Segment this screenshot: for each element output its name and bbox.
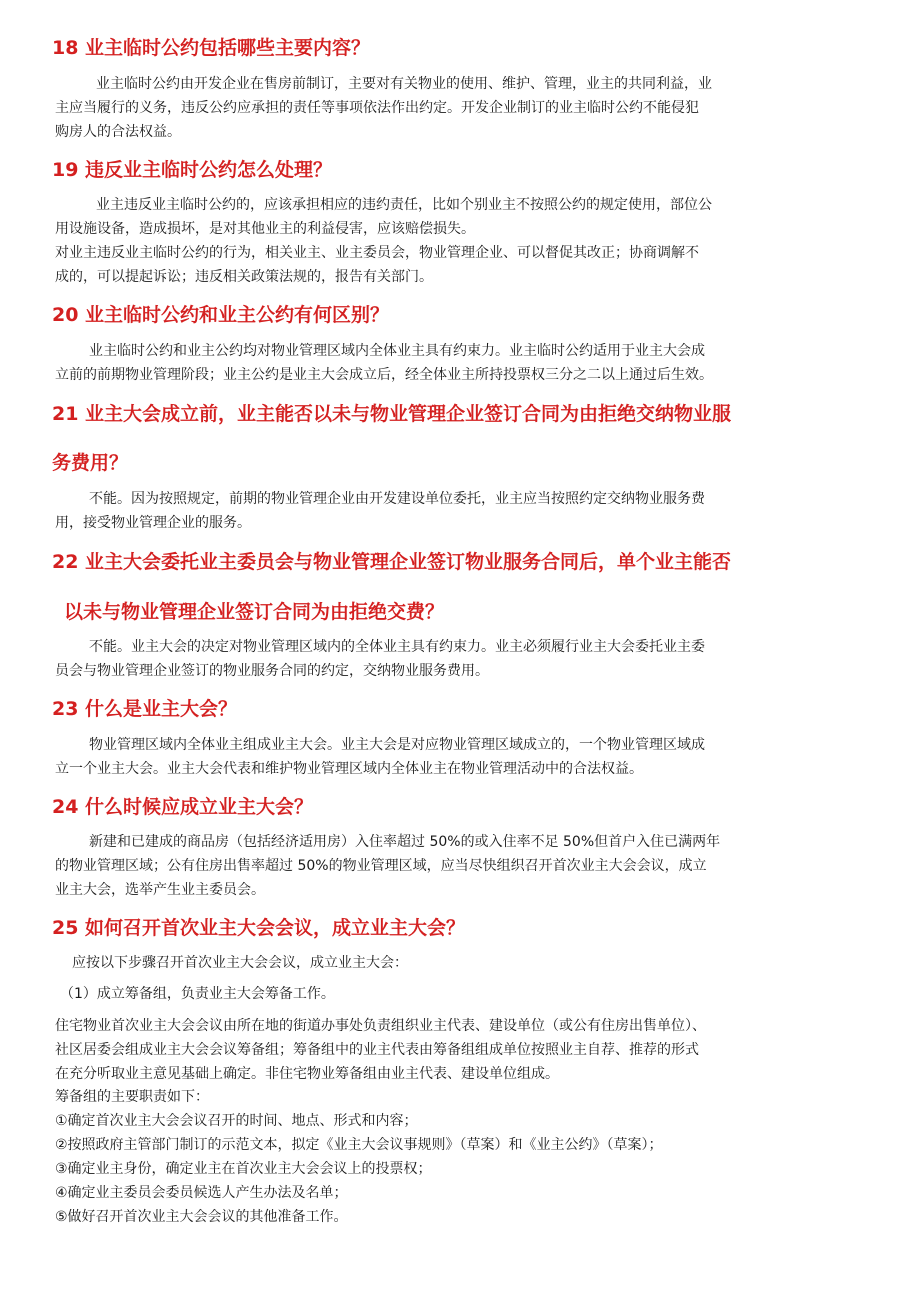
answer-19-line-2: 用设施设备，造成损坏，是对其他业主的利益侵害，应该赔偿损失。 — [55, 221, 475, 237]
answer-25-para-line-2: 社区居委会组成业主大会会议筹备组；筹备组中的业主代表由筹备组组成单位按照业主自荐、推荐的形式 — [55, 1042, 699, 1058]
answer-20-line-2: 立前的前期物业管理阶段；业主公约是业主大会成立后，经全体业主所持投票权三分之二以上通过后生效。 — [55, 367, 713, 383]
answer-24-line-2: 的物业管理区域；公有住房出售率超过 50%的物业管理区域，应当尽快组织召开首次业主大会会议，成立 — [55, 858, 707, 874]
answer-19-line-3: 对业主违反业主临时公约的行为，相关业主、业主委员会，物业管理企业、可以督促其改正；协商调解不 — [55, 245, 699, 261]
question-23-title: 23 什么是业主大会？ — [52, 698, 238, 720]
answer-25-step-1: （1）成立筹备组，负责业主大会筹备工作。 — [60, 986, 335, 1002]
answer-25-para-line-3: 在充分听取业主意见基础上确定。非住宅物业筹备组由业主代表、建设单位组成。 — [55, 1066, 559, 1082]
answer-22-line-1: 不能。业主大会的决定对物业管理区域内的全体业主具有约束力。业主必须履行业主大会委托业主委 — [89, 639, 705, 655]
question-22-title-line-1: 22 业主大会委托业主委员会与物业管理企业签订物业服务合同后，单个业主能否 — [52, 551, 732, 573]
answer-23-line-1: 物业管理区域内全体业主组成业主大会。业主大会是对应物业管理区域成立的，一个物业管理区域成 — [89, 737, 705, 753]
duties-label: 筹备组的主要职责如下： — [55, 1089, 209, 1105]
answer-25-para-line-1: 住宅物业首次业主大会会议由所在地的街道办事处负责组织业主代表、建设单位（或公有住房出售单位）、 — [55, 1018, 706, 1034]
answer-18-line-1: 业主临时公约由开发企业在售房前制订，主要对有关物业的使用、维护、管理，业主的共同利益，业 — [96, 76, 712, 92]
answer-21-line-2: 用，接受物业管理企业的服务。 — [55, 515, 251, 531]
answer-21-line-1: 不能。因为按照规定，前期的物业管理企业由开发建设单位委托，业主应当按照约定交纳物业服务费 — [89, 491, 705, 507]
duty-item-2: ②按照政府主管部门制订的示范文本，拟定《业主大会议事规则》（草案）和《业主公约》（草案）； — [55, 1137, 663, 1153]
question-19-title: 19 违反业主临时公约怎么处理？ — [52, 159, 333, 181]
answer-18-line-3: 购房人的合法权益。 — [55, 124, 181, 140]
question-24-title: 24 什么时候应成立业主大会？ — [52, 796, 314, 818]
duty-item-1: ①确定首次业主大会会议召开的时间、地点、形式和内容； — [55, 1113, 418, 1129]
duty-item-4: ④确定业主委员会委员候选人产生办法及名单； — [55, 1185, 348, 1201]
answer-22-line-2: 员会与物业管理企业签订的物业服务合同的约定，交纳物业服务费用。 — [55, 663, 489, 679]
duty-item-5: ⑤做好召开首次业主大会会议的其他准备工作。 — [55, 1209, 348, 1225]
question-20-title: 20 业主临时公约和业主公约有何区别？ — [52, 304, 390, 326]
duty-item-3: ③确定业主身份，确定业主在首次业主大会会议上的投票权； — [55, 1161, 432, 1177]
answer-18-line-2: 主应当履行的义务，违反公约应承担的责任等事项依法作出约定。开发企业制订的业主临时公约不能侵犯 — [55, 100, 699, 116]
question-21-title-line-1: 21 业主大会成立前，业主能否以未与物业管理企业签订合同为由拒绝交纳物业服 — [52, 403, 732, 425]
answer-24-line-3: 业主大会，选举产生业主委员会。 — [55, 882, 265, 898]
question-18-title: 18 业主临时公约包括哪些主要内容？ — [52, 37, 371, 59]
question-21-title-line-2: 务费用？ — [52, 452, 129, 474]
answer-25-intro: 应按以下步骤召开首次业主大会会议，成立业主大会： — [72, 955, 408, 971]
answer-19-line-1: 业主违反业主临时公约的，应该承担相应的违约责任，比如个别业主不按照公约的规定使用，部位公 — [96, 197, 712, 213]
answer-24-line-1: 新建和已建成的商品房（包括经济适用房）入住率超过 50%的或入住率不足 50%但首户入住已满两年 — [89, 834, 721, 850]
answer-20-line-1: 业主临时公约和业主公约均对物业管理区域内全体业主具有约束力。业主临时公约适用于业主大会成 — [89, 343, 705, 359]
answer-19-line-4: 成的，可以提起诉讼；违反相关政策法规的，报告有关部门。 — [55, 269, 433, 285]
question-22-title-line-2: 以未与物业管理企业签订合同为由拒绝交费？ — [64, 601, 445, 623]
question-25-title: 25 如何召开首次业主大会会议，成立业主大会？ — [52, 917, 466, 939]
answer-23-line-2: 立一个业主大会。业主大会代表和维护物业管理区域内全体业主在物业管理活动中的合法权益。 — [55, 761, 643, 777]
